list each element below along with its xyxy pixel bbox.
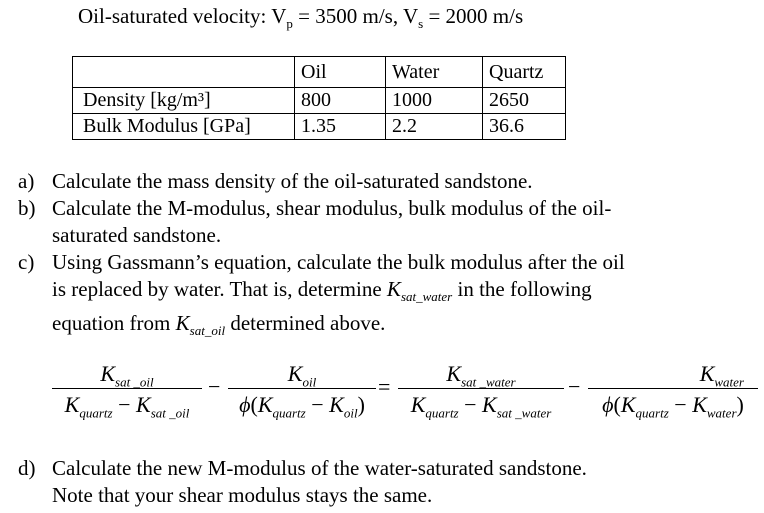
question-text: Calculate the M-modulus, shear modulus, bulk modulus of the oil- bbox=[52, 196, 612, 220]
question-label: c) bbox=[18, 250, 35, 274]
table-cell: 800 bbox=[295, 88, 386, 114]
table-cell: 36.6 bbox=[483, 114, 566, 140]
table-cell: 2.2 bbox=[386, 114, 483, 140]
question-c bbox=[18, 249, 738, 344]
fraction-water: $K_{water}$ $\phi(K_{quartz} - K_{water})$ bbox=[588, 360, 758, 421]
table-header-quartz: Quartz bbox=[483, 57, 566, 88]
table-row-density bbox=[73, 88, 566, 114]
table-cell: 2650 bbox=[483, 88, 566, 114]
fraction-oil: $K_{oil}$ $\phi(K_{quartz} - K_{oil})$ bbox=[228, 360, 376, 421]
table-header-water: Water bbox=[386, 57, 483, 88]
velocity-heading: Oil-saturated velocity: $V_p = 3500$ m/s, $V_s = 2000$ m/s bbox=[78, 4, 524, 32]
equals-sign: = bbox=[378, 374, 391, 399]
minus-sign: − bbox=[568, 374, 581, 399]
question-text: Note that your shear modulus stays the same. bbox=[52, 483, 433, 507]
minus-sign: − bbox=[208, 374, 221, 399]
question-text: Calculate the mass density of the oil-saturated sandstone. bbox=[52, 169, 533, 193]
question-b bbox=[18, 195, 738, 249]
fraction-sat-oil: $K_{sat \_oil}$ $K_{quartz} - K_{sat \_oil}$ bbox=[52, 360, 202, 421]
question-text: Using Gassmann’s equation, calculate the bulk modulus after the oil bbox=[52, 250, 625, 274]
question-text: is replaced by water. That is, determine $K_{sat\_water}$ in the following bbox=[52, 277, 592, 305]
question-text: equation from $K_{sat\_oil}$ determined above. bbox=[52, 311, 386, 339]
question-text: Calculate the new M-modulus of the water-saturated sandstone. bbox=[52, 456, 587, 480]
fraction-sat-water: $K_{sat \_water}$ $K_{quartz} - K_{sat \_water}$ bbox=[398, 360, 564, 421]
table-cell: Density [kg/m³] bbox=[73, 88, 295, 114]
question-label: b) bbox=[18, 196, 36, 220]
question-a bbox=[18, 168, 738, 195]
table-row-bulk-modulus bbox=[73, 114, 566, 140]
table-cell: 1000 bbox=[386, 88, 483, 114]
table-cell: 1.35 bbox=[295, 114, 386, 140]
question-d bbox=[18, 455, 738, 509]
table-header-cell bbox=[73, 57, 295, 88]
question-label: a) bbox=[18, 169, 35, 193]
properties-table bbox=[72, 56, 566, 140]
table-header-oil: Oil bbox=[295, 57, 386, 88]
table-cell: Bulk Modulus [GPa] bbox=[73, 114, 295, 140]
question-label: d) bbox=[18, 456, 36, 480]
gassmann-equation bbox=[52, 360, 762, 430]
table-header-row bbox=[73, 57, 566, 88]
question-text: saturated sandstone. bbox=[52, 223, 222, 247]
